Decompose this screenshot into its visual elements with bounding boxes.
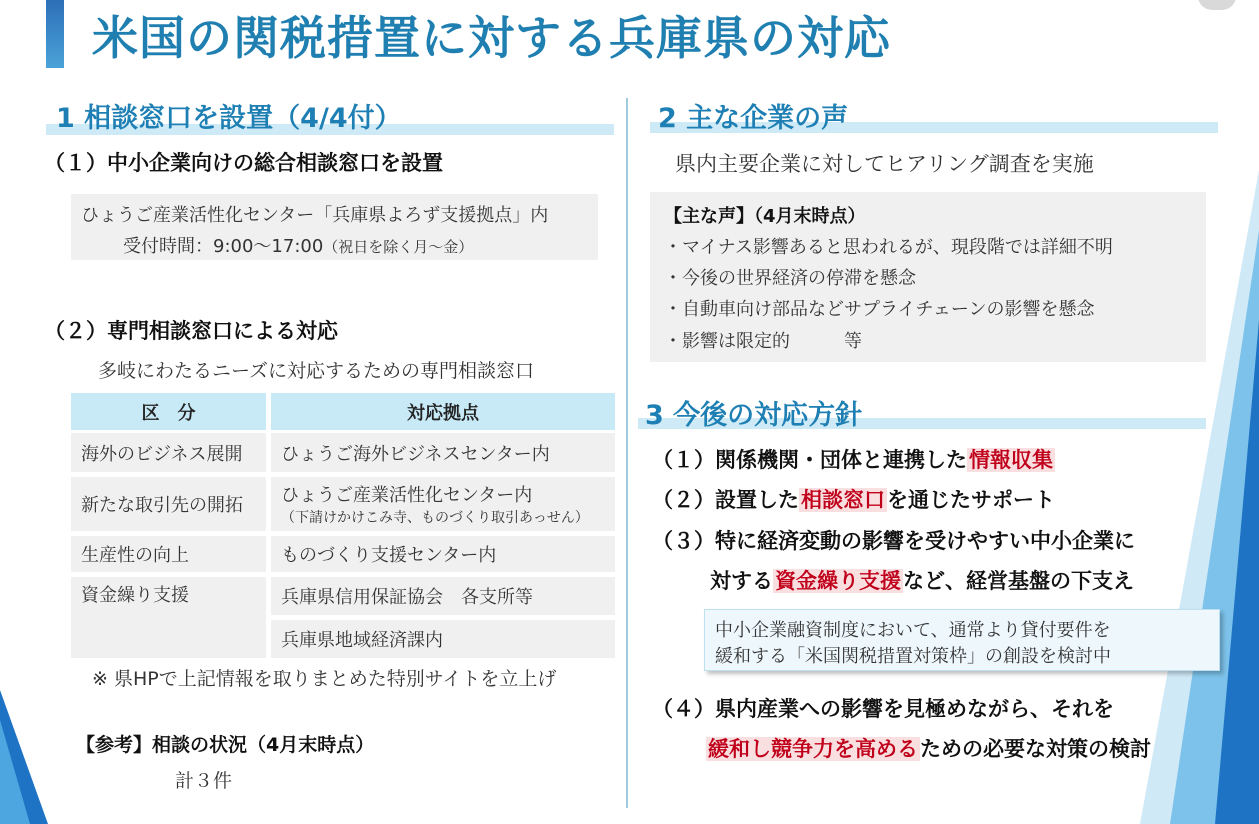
- voice-item: ・自動車向け部品などサプライチェーンの影響を懸念: [664, 299, 1095, 320]
- table-cell-note: （下請けかけこみ寺、ものづくり取引あっせん）: [281, 510, 589, 526]
- table-cell-text: 新たな取引先の開拓: [81, 495, 243, 516]
- special-site-footnote: ※ 県HPで上記情報を取りまとめた特別サイトを立上げ: [92, 668, 557, 690]
- decorative-corner-left: [0, 690, 60, 824]
- policy-text: （２）設置した: [652, 488, 799, 512]
- reference-heading: 【参考】相談の状況（4月末時点）: [76, 734, 375, 756]
- policy-text: 対する: [710, 569, 773, 593]
- voice-item: ・今後の世界経済の停滞を懸念: [664, 268, 916, 289]
- table-cell-category-2: [71, 477, 266, 531]
- policy-item-4-line2: [706, 733, 1151, 763]
- table-cell-location-5: [271, 620, 615, 658]
- section3-heading: 3 今後の対応方針: [645, 400, 863, 431]
- section2-desc: 県内主要企業に対してヒアリング調査を実施: [675, 152, 1094, 176]
- table-cell-text: 兵庫県信用保証協会 各支所等: [281, 587, 533, 608]
- table-cell-location-1: [271, 433, 615, 472]
- table-header-category: 区 分: [71, 393, 266, 430]
- policy-highlight: 情報収集: [969, 448, 1053, 472]
- policy-item-4-line1: （４）県内産業への影響を見極めながら、それを: [652, 697, 1114, 721]
- table-cell-location-4: [271, 577, 615, 615]
- general-consultation-box: [71, 194, 598, 260]
- policy-text: （１）関係機関・団体と連携した: [652, 448, 967, 472]
- policy-item-3-line1: （３）特に経済変動の影響を受けやすい中小企業に: [652, 529, 1135, 553]
- note-line: 中小企業融資制度において、通常より貸付要件を: [715, 620, 1111, 641]
- column-divider: [626, 98, 628, 808]
- section1-sub2-heading: （２）専門相談窓口による対応: [44, 319, 338, 343]
- policy-text: など、経営基盤の下支え: [903, 569, 1134, 593]
- page-title: 米国の関税措置に対する兵庫県の対応: [92, 11, 891, 65]
- consultation-hours-main: 受付時間：9:00〜17:00: [123, 236, 324, 257]
- section1-heading: 1 相談窓口を設置（4/4付）: [56, 103, 402, 134]
- section1-sub1-heading: （１）中小企業向けの総合相談窓口を設置: [44, 151, 443, 175]
- voice-item: ・影響は限定的 等: [664, 331, 862, 352]
- section1-sub2-desc: 多岐にわたるニーズに対応するための専門相談窓口: [98, 360, 535, 382]
- table-cell-category-4: [71, 577, 266, 658]
- table-cell-text: 海外のビジネス展開: [81, 443, 243, 465]
- policy-item-2: [652, 484, 1055, 514]
- policy-item-1: [652, 444, 1055, 474]
- table-cell-text: ひょうご海外ビジネスセンター内: [281, 443, 550, 465]
- title-accent-bar: [46, 0, 64, 68]
- note-line: 緩和する「米国関税措置対策枠」の創設を検討中: [715, 646, 1111, 667]
- table-cell-text: 資金繰り支援: [81, 585, 189, 606]
- table-cell-location-2: [271, 477, 615, 531]
- loan-system-note: [704, 609, 1220, 671]
- policy-highlight: 緩和し競争力を高める: [708, 737, 918, 761]
- table-cell-text: 兵庫県地域経済課内: [281, 630, 443, 651]
- voice-item: ・マイナス影響あると思われるが、現段階では詳細不明: [664, 237, 1113, 258]
- corner-tab: [1198, 0, 1236, 10]
- table-cell-category-3: [71, 536, 266, 572]
- table-cell-category-1: [71, 433, 266, 472]
- table-cell-text: 生産性の向上: [81, 545, 189, 566]
- policy-item-3-line2: [710, 565, 1134, 595]
- policy-highlight: 資金繰り支援: [775, 569, 901, 593]
- policy-highlight: 相談窓口: [801, 488, 885, 512]
- table-header-location: 対応拠点: [271, 393, 615, 430]
- table-cell-text: ものづくり支援センター内: [281, 545, 497, 566]
- reference-count: 計３件: [175, 770, 233, 792]
- policy-text: ための必要な対策の検討: [920, 737, 1151, 761]
- voices-heading: 【主な声】（4月末時点）: [664, 206, 866, 227]
- section2-heading: 2 主な企業の声: [658, 103, 849, 134]
- consultation-hours: [123, 232, 473, 258]
- table-cell-text: ひょうご産業活性化センター内: [281, 485, 533, 506]
- table-cell-location-3: [271, 536, 615, 572]
- consultation-location: ひょうご産業活性化センター「兵庫県よろず支援拠点」内: [81, 205, 549, 226]
- consultation-hours-note: （祝日を除く月〜金）: [323, 238, 474, 256]
- company-voices-box: [650, 192, 1206, 362]
- policy-text: を通じたサポート: [887, 488, 1055, 512]
